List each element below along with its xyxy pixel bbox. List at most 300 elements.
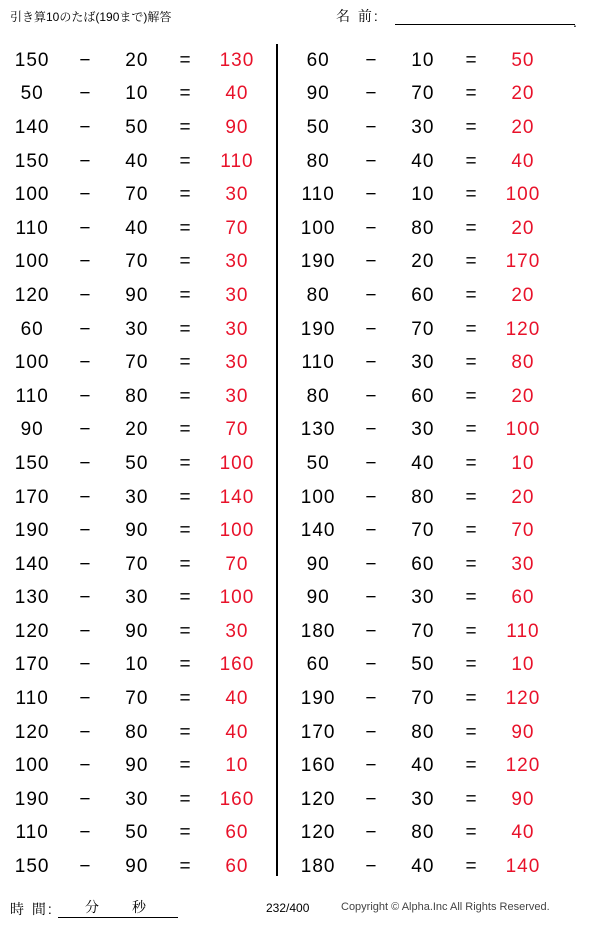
minus-icon: − (79, 721, 92, 743)
answer-value: 60 (511, 587, 535, 609)
minus-icon: − (79, 83, 92, 105)
answer-value: 30 (225, 184, 249, 206)
problem-row (0, 682, 270, 716)
answer-value: 90 (511, 721, 535, 743)
operand-a: 110 (301, 184, 335, 206)
minus-icon: − (79, 688, 92, 710)
operand-a: 190 (300, 251, 336, 273)
answer-value: 60 (225, 856, 249, 878)
problem-row (0, 313, 270, 347)
operand-b: 40 (411, 856, 435, 878)
operand-b: 70 (125, 184, 149, 206)
problem-row (0, 850, 270, 884)
equals-icon: = (465, 49, 478, 71)
operand-b: 30 (125, 318, 149, 340)
minus-icon: − (365, 419, 378, 441)
equals-icon: = (179, 419, 192, 441)
answer-value: 10 (511, 654, 535, 676)
problem-row (286, 212, 556, 246)
problem-row (0, 447, 270, 481)
operand-a: 90 (306, 83, 330, 105)
problem-row (286, 481, 556, 515)
equals-icon: = (179, 352, 192, 374)
operand-b: 80 (411, 486, 435, 508)
operand-a: 80 (306, 385, 330, 407)
equals-icon: = (179, 822, 192, 844)
problem-row (0, 615, 270, 649)
answer-value: 10 (511, 452, 535, 474)
answer-value: 80 (511, 352, 535, 374)
operand-a: 190 (300, 318, 336, 340)
problem-row (0, 514, 270, 548)
minus-icon: − (79, 49, 92, 71)
minus-icon: − (365, 284, 378, 306)
operand-b: 40 (411, 150, 435, 172)
equals-icon: = (179, 721, 192, 743)
equals-icon: = (465, 856, 478, 878)
operand-a: 130 (14, 587, 50, 609)
problem-row (286, 582, 556, 616)
equals-icon: = (179, 49, 192, 71)
operand-b: 50 (125, 116, 149, 138)
operand-a: 150 (14, 150, 50, 172)
operand-a: 190 (300, 688, 336, 710)
operand-a: 60 (306, 49, 330, 71)
operand-b: 70 (125, 688, 149, 710)
minus-icon: − (79, 352, 92, 374)
operand-a: 100 (14, 184, 50, 206)
operand-b: 90 (125, 755, 149, 777)
equals-icon: = (465, 788, 478, 810)
equals-icon: = (465, 419, 478, 441)
minus-icon: − (365, 856, 378, 878)
operand-b: 60 (411, 553, 435, 575)
operand-a: 130 (300, 419, 336, 441)
answer-value: 20 (511, 385, 535, 407)
problem-row (0, 78, 270, 112)
answer-value: 140 (505, 856, 541, 878)
problem-row (286, 246, 556, 280)
problem-row (286, 111, 556, 145)
problem-row (286, 514, 556, 548)
minutes-unit-label: 分 (85, 899, 99, 915)
operand-a: 120 (14, 620, 50, 642)
minus-icon: − (79, 385, 92, 407)
answer-value: 100 (219, 520, 255, 542)
answer-value: 120 (505, 755, 541, 777)
problem-row (0, 414, 270, 448)
minus-icon: − (365, 721, 378, 743)
equals-icon: = (465, 520, 478, 542)
minus-icon: − (79, 116, 92, 138)
copyright-notice: Copyright © Alpha.Inc All Rights Reserved. (341, 901, 550, 913)
answer-value: 60 (225, 822, 249, 844)
equals-icon: = (465, 385, 478, 407)
operand-a: 170 (14, 486, 50, 508)
minus-icon: − (365, 520, 378, 542)
minus-icon: − (79, 654, 92, 676)
operand-b: 70 (411, 620, 435, 642)
column-divider (276, 44, 278, 876)
operand-a: 90 (20, 419, 44, 441)
equals-icon: = (179, 788, 192, 810)
operand-b: 70 (125, 553, 149, 575)
equals-icon: = (465, 587, 478, 609)
problem-row (0, 749, 270, 783)
problem-row (286, 44, 556, 78)
problem-row (0, 111, 270, 145)
operand-b: 70 (125, 251, 149, 273)
minus-icon: − (365, 116, 378, 138)
operand-b: 70 (125, 352, 149, 374)
answer-value: 130 (219, 49, 255, 71)
minus-icon: − (365, 452, 378, 474)
answer-value: 140 (219, 486, 255, 508)
problem-row (286, 682, 556, 716)
operand-b: 70 (411, 520, 435, 542)
equals-icon: = (465, 654, 478, 676)
operand-b: 30 (411, 419, 435, 441)
answer-value: 170 (505, 251, 541, 273)
operand-a: 120 (300, 822, 336, 844)
problem-row (0, 783, 270, 817)
minus-icon: − (365, 49, 378, 71)
operand-a: 120 (14, 721, 50, 743)
page-footer (0, 883, 600, 935)
minus-icon: − (365, 553, 378, 575)
operand-a: 160 (300, 755, 336, 777)
problem-row (286, 615, 556, 649)
operand-a: 100 (300, 486, 336, 508)
minus-icon: − (79, 452, 92, 474)
problem-row (0, 716, 270, 750)
minus-icon: − (79, 318, 92, 340)
operand-b: 30 (411, 587, 435, 609)
operand-a: 140 (14, 116, 50, 138)
operand-b: 90 (125, 520, 149, 542)
operand-b: 50 (125, 452, 149, 474)
name-input-line[interactable] (395, 24, 575, 25)
answer-value: 20 (511, 83, 535, 105)
answer-value: 40 (511, 822, 535, 844)
equals-icon: = (179, 150, 192, 172)
equals-icon: = (179, 587, 192, 609)
equals-icon: = (179, 83, 192, 105)
operand-b: 40 (411, 755, 435, 777)
minus-icon: − (365, 150, 378, 172)
time-label: 時 間: (10, 901, 54, 917)
equals-icon: = (179, 520, 192, 542)
answer-value: 30 (225, 352, 249, 374)
operand-b: 90 (125, 620, 149, 642)
problem-row (286, 346, 556, 380)
problem-row (286, 850, 556, 884)
operand-a: 110 (301, 352, 335, 374)
problem-row (0, 212, 270, 246)
answer-value: 40 (511, 150, 535, 172)
equals-icon: = (465, 184, 478, 206)
operand-a: 60 (20, 318, 44, 340)
equals-icon: = (465, 755, 478, 777)
answer-value: 120 (505, 688, 541, 710)
operand-b: 70 (411, 688, 435, 710)
minus-icon: − (79, 150, 92, 172)
answer-value: 100 (219, 587, 255, 609)
equals-icon: = (465, 620, 478, 642)
equals-icon: = (465, 83, 478, 105)
answer-value: 160 (219, 788, 255, 810)
problem-column-left (0, 44, 270, 884)
operand-b: 10 (411, 184, 435, 206)
operand-a: 190 (14, 520, 50, 542)
minus-icon: − (79, 553, 92, 575)
equals-icon: = (179, 856, 192, 878)
operand-a: 180 (300, 620, 336, 642)
operand-a: 100 (14, 755, 50, 777)
equals-icon: = (465, 352, 478, 374)
operand-b: 20 (411, 251, 435, 273)
minus-icon: − (79, 251, 92, 273)
operand-a: 110 (15, 688, 49, 710)
equals-icon: = (465, 150, 478, 172)
equals-icon: = (179, 385, 192, 407)
problem-row (0, 649, 270, 683)
equals-icon: = (179, 217, 192, 239)
answer-value: 90 (225, 116, 249, 138)
minus-icon: − (365, 620, 378, 642)
problem-row (0, 246, 270, 280)
operand-a: 110 (15, 822, 49, 844)
equals-icon: = (179, 251, 192, 273)
problem-row (0, 346, 270, 380)
problem-row (286, 649, 556, 683)
operand-a: 120 (14, 284, 50, 306)
answer-value: 40 (225, 721, 249, 743)
equals-icon: = (179, 486, 192, 508)
problem-row (0, 44, 270, 78)
operand-b: 80 (411, 822, 435, 844)
minus-icon: − (365, 184, 378, 206)
operand-b: 30 (411, 352, 435, 374)
operand-a: 80 (306, 284, 330, 306)
answer-value: 100 (505, 419, 541, 441)
problem-row (286, 414, 556, 448)
problem-row (286, 548, 556, 582)
problem-row (0, 548, 270, 582)
equals-icon: = (179, 184, 192, 206)
problem-row (0, 178, 270, 212)
seconds-unit-label: 秒 (132, 899, 146, 915)
problem-columns (0, 44, 600, 884)
operand-b: 40 (125, 150, 149, 172)
answer-value: 10 (225, 755, 249, 777)
problem-row (0, 145, 270, 179)
operand-a: 140 (300, 520, 336, 542)
operand-b: 80 (411, 217, 435, 239)
minus-icon: − (79, 419, 92, 441)
problem-row (0, 380, 270, 414)
answer-value: 100 (505, 184, 541, 206)
equals-icon: = (179, 755, 192, 777)
equals-icon: = (465, 486, 478, 508)
operand-a: 50 (306, 116, 330, 138)
problem-row (286, 749, 556, 783)
problem-row (286, 447, 556, 481)
answer-value: 40 (225, 688, 249, 710)
operand-b: 30 (125, 788, 149, 810)
equals-icon: = (179, 284, 192, 306)
answer-value: 30 (511, 553, 535, 575)
page-title: 引き算10のたば(190まで)解答 (10, 10, 172, 24)
minus-icon: − (79, 217, 92, 239)
problem-row (286, 817, 556, 851)
answer-value: 70 (225, 217, 249, 239)
answer-value: 110 (506, 620, 540, 642)
minus-icon: − (365, 486, 378, 508)
minus-icon: − (365, 822, 378, 844)
minus-icon: − (365, 788, 378, 810)
operand-a: 100 (14, 352, 50, 374)
operand-b: 30 (411, 116, 435, 138)
operand-a: 120 (300, 788, 336, 810)
equals-icon: = (465, 553, 478, 575)
operand-a: 150 (14, 452, 50, 474)
answer-value: 70 (225, 553, 249, 575)
equals-icon: = (465, 452, 478, 474)
equals-icon: = (465, 116, 478, 138)
operand-b: 60 (411, 385, 435, 407)
operand-b: 50 (411, 654, 435, 676)
operand-a: 190 (14, 788, 50, 810)
operand-b: 70 (411, 83, 435, 105)
operand-a: 140 (14, 553, 50, 575)
minus-icon: − (79, 587, 92, 609)
equals-icon: = (465, 284, 478, 306)
equals-icon: = (179, 116, 192, 138)
operand-b: 20 (125, 49, 149, 71)
minus-icon: − (365, 385, 378, 407)
problem-row (286, 78, 556, 112)
operand-b: 90 (125, 284, 149, 306)
operand-a: 80 (306, 150, 330, 172)
minus-icon: − (79, 822, 92, 844)
problem-row (0, 582, 270, 616)
operand-a: 90 (306, 553, 330, 575)
operand-a: 50 (306, 452, 330, 474)
minus-icon: − (79, 520, 92, 542)
operand-b: 90 (125, 856, 149, 878)
answer-value: 30 (225, 318, 249, 340)
problem-row (286, 145, 556, 179)
operand-b: 10 (125, 83, 149, 105)
equals-icon: = (465, 688, 478, 710)
operand-a: 60 (306, 654, 330, 676)
name-end-dot: . (573, 14, 577, 30)
answer-value: 70 (225, 419, 249, 441)
minus-icon: − (79, 856, 92, 878)
page-header (0, 0, 600, 40)
answer-value: 30 (225, 620, 249, 642)
operand-b: 40 (125, 217, 149, 239)
answer-value: 20 (511, 116, 535, 138)
answer-value: 30 (225, 251, 249, 273)
operand-a: 170 (14, 654, 50, 676)
problem-row (286, 716, 556, 750)
equals-icon: = (465, 822, 478, 844)
equals-icon: = (179, 654, 192, 676)
operand-b: 30 (125, 587, 149, 609)
answer-value: 110 (220, 150, 254, 172)
answer-value: 100 (219, 452, 255, 474)
operand-b: 10 (411, 49, 435, 71)
answer-value: 40 (225, 83, 249, 105)
page-number: 232/400 (266, 901, 310, 915)
minus-icon: − (79, 620, 92, 642)
operand-b: 20 (125, 419, 149, 441)
operand-a: 150 (14, 856, 50, 878)
operand-b: 30 (411, 788, 435, 810)
equals-icon: = (465, 251, 478, 273)
operand-b: 80 (125, 385, 149, 407)
operand-b: 80 (125, 721, 149, 743)
problem-row (286, 279, 556, 313)
name-label: 名 前: (336, 8, 380, 24)
operand-b: 40 (411, 452, 435, 474)
minus-icon: − (79, 184, 92, 206)
problem-row (286, 783, 556, 817)
minus-icon: − (365, 654, 378, 676)
answer-value: 20 (511, 284, 535, 306)
minus-icon: − (365, 755, 378, 777)
problem-row (286, 178, 556, 212)
operand-b: 30 (125, 486, 149, 508)
equals-icon: = (179, 688, 192, 710)
minus-icon: − (79, 486, 92, 508)
problem-row (0, 817, 270, 851)
minus-icon: − (365, 318, 378, 340)
operand-b: 50 (125, 822, 149, 844)
equals-icon: = (179, 553, 192, 575)
minus-icon: − (79, 284, 92, 306)
equals-icon: = (465, 721, 478, 743)
operand-a: 180 (300, 856, 336, 878)
answer-value: 70 (511, 520, 535, 542)
minus-icon: − (365, 83, 378, 105)
equals-icon: = (179, 452, 192, 474)
operand-a: 90 (306, 587, 330, 609)
equals-icon: = (179, 318, 192, 340)
operand-b: 60 (411, 284, 435, 306)
equals-icon: = (465, 318, 478, 340)
answer-value: 160 (219, 654, 255, 676)
operand-b: 80 (411, 721, 435, 743)
operand-a: 110 (15, 217, 49, 239)
minus-icon: − (79, 755, 92, 777)
minus-icon: − (365, 251, 378, 273)
minus-icon: − (365, 688, 378, 710)
answer-value: 90 (511, 788, 535, 810)
answer-value: 20 (511, 217, 535, 239)
equals-icon: = (465, 217, 478, 239)
operand-a: 100 (14, 251, 50, 273)
equals-icon: = (179, 620, 192, 642)
time-input-line[interactable] (58, 917, 178, 918)
minus-icon: − (365, 587, 378, 609)
operand-a: 150 (14, 49, 50, 71)
operand-a: 170 (300, 721, 336, 743)
problem-row (286, 313, 556, 347)
operand-b: 10 (125, 654, 149, 676)
